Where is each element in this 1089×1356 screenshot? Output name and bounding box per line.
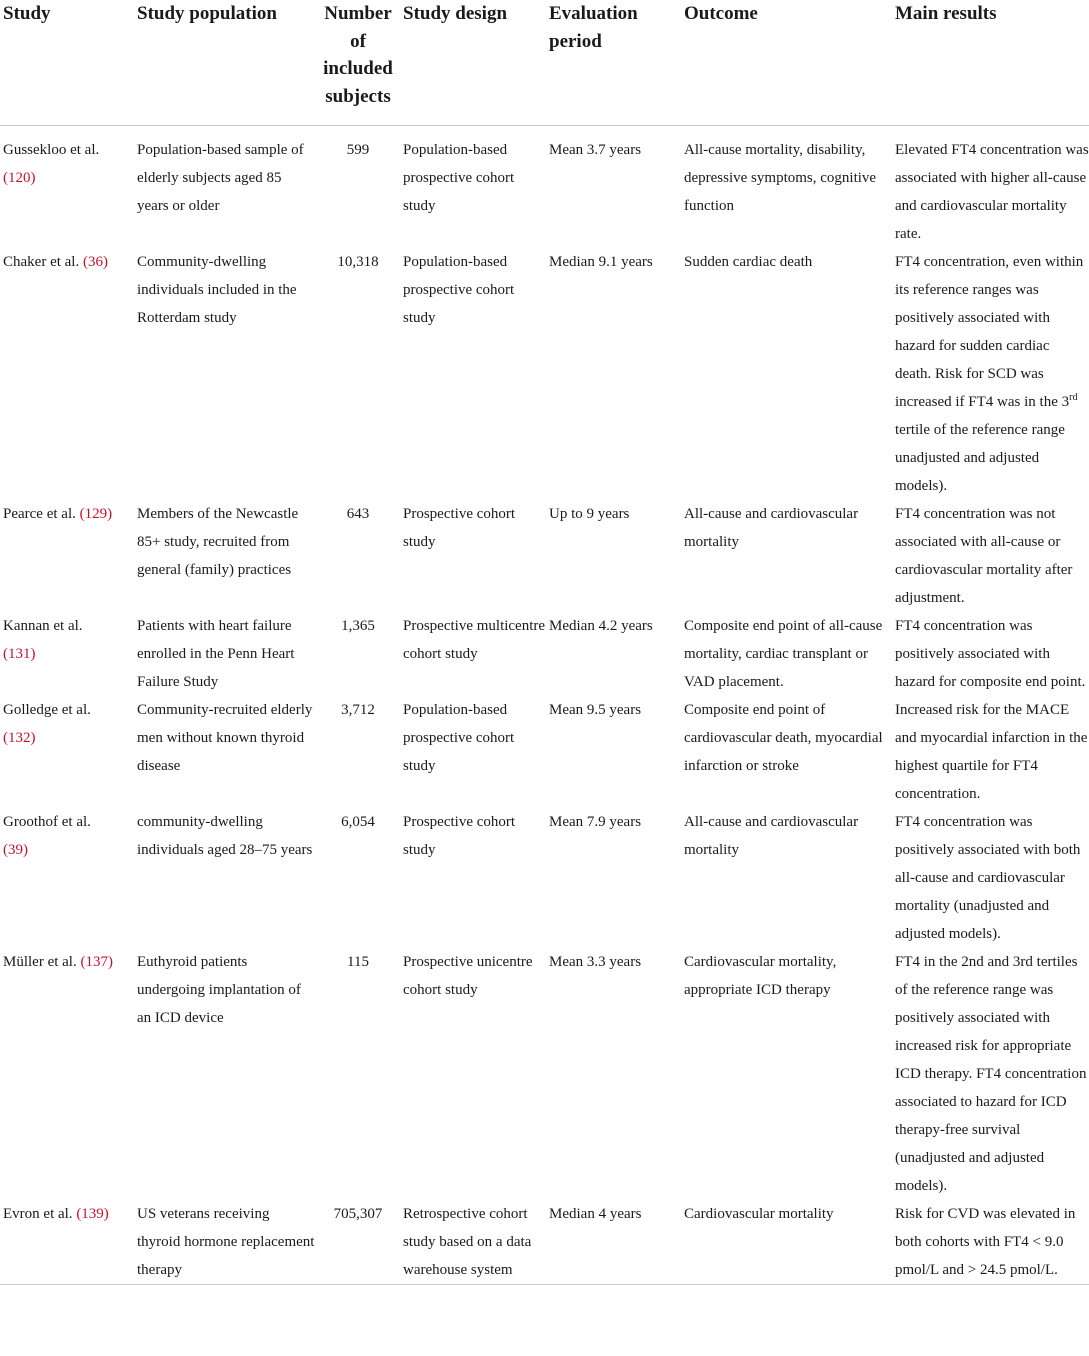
cell-period: Mean 3.7 years xyxy=(549,142,642,158)
cell-outcome: Composite end point of cardiovascular death, myocardial infarction or stroke xyxy=(684,702,883,774)
cell-outcome: All-cause and cardiovascular mortality xyxy=(684,814,859,858)
reference-link[interactable]: (137) xyxy=(80,954,113,970)
cell-design: Population-based prospective cohort study xyxy=(403,142,515,214)
reference-link[interactable]: (36) xyxy=(82,254,108,270)
header-study-population: Study population xyxy=(137,0,315,126)
reference-link[interactable]: (139) xyxy=(76,1206,109,1222)
cell-period: Up to 9 years xyxy=(549,506,630,522)
cell-design: Prospective cohort study xyxy=(403,814,516,858)
cell-outcome: All-cause mortality, disability, depressive symptoms, cognitive function xyxy=(684,142,877,214)
cell-study: Kannan et al. (131) xyxy=(3,618,83,662)
cell-study: Chaker et al. (36) xyxy=(3,254,108,270)
cell-population: community-dwelling individuals aged 28–75 years xyxy=(137,814,313,858)
header-outcome: Outcome xyxy=(684,0,895,126)
cell-results: FT4 concentration, even within its reference ranges was positively associated with hazard for sudden cardiac death. Risk for SCD was increased if FT4 was in the 3rd tertile of the reference range unadjusted and adjusted models). xyxy=(895,254,1084,494)
cell-period: Mean 7.9 years xyxy=(549,814,642,830)
cell-study: Groothof et al. (39) xyxy=(3,814,91,858)
cell-population: Community-dwelling individuals included in the Rotterdam study xyxy=(137,254,297,326)
table-row xyxy=(0,808,1089,948)
cell-outcome: Cardiovascular mortality, appropriate ICD therapy xyxy=(684,954,837,998)
reference-link[interactable]: (129) xyxy=(79,506,113,522)
table-row xyxy=(0,248,1089,500)
table-row xyxy=(0,612,1089,696)
cell-subjects: 6,054 xyxy=(341,814,375,830)
cell-results: FT4 in the 2nd and 3rd tertiles of the reference range was positively associated with increased risk for appropriate ICD therapy. FT4 concentration associated to hazard for ICD therapy-free survival (unadjusted and adjusted models). xyxy=(895,954,1087,1194)
cell-study: Gussekloo et al. (120) xyxy=(3,142,100,186)
cell-results: FT4 concentration was not associated with all-cause or cardiovascular mortality after adjustment. xyxy=(895,506,1073,606)
cell-subjects: 1,365 xyxy=(341,618,375,634)
cell-study: Golledge et al. (132) xyxy=(3,702,91,746)
table-row xyxy=(0,126,1089,249)
cell-outcome: Composite end point of all-cause mortality, cardiac transplant or VAD placement. xyxy=(684,618,883,690)
cell-population: Community-recruited elderly men without known thyroid disease xyxy=(137,702,313,774)
cell-population: Patients with heart failure enrolled in the Penn Heart Failure Study xyxy=(137,618,295,690)
cell-period: Median 9.1 years xyxy=(549,254,653,270)
cell-population: Members of the Newcastle 85+ study, recruited from general (family) practices xyxy=(137,506,299,578)
cell-study: Müller et al. (137) xyxy=(3,954,113,970)
cell-design: Prospective cohort study xyxy=(403,506,516,550)
cell-design: Population-based prospective cohort study xyxy=(403,254,515,326)
cell-study: Evron et al. (139) xyxy=(0,1200,137,1285)
header-number-of-subjects: Number of included subjects xyxy=(315,0,401,126)
cell-subjects: 643 xyxy=(346,506,370,522)
cell-subjects: 10,318 xyxy=(337,254,379,270)
cell-subjects: 705,307 xyxy=(315,1200,401,1285)
cell-design: Retrospective cohort study based on a data warehouse system xyxy=(401,1200,549,1285)
cell-population: US veterans receiving thyroid hormone replacement therapy xyxy=(137,1200,315,1285)
reference-link[interactable]: (131) xyxy=(3,646,36,662)
cell-results: Increased risk for the MACE and myocardial infarction in the highest quartile for FT4 concentration. xyxy=(895,702,1088,802)
cell-period: Mean 9.5 years xyxy=(549,702,642,718)
cell-design: Population-based prospective cohort study xyxy=(403,702,515,774)
cell-design: Prospective multicentre cohort study xyxy=(403,618,546,662)
cell-period: Median 4 years xyxy=(549,1200,684,1285)
cell-subjects: 599 xyxy=(346,142,370,158)
cell-outcome: Cardiovascular mortality xyxy=(684,1200,895,1285)
cell-subjects: 3,712 xyxy=(341,702,375,718)
cell-results: FT4 concentration was positively associated with hazard for composite end point. xyxy=(895,618,1086,690)
cell-outcome: All-cause and cardiovascular mortality xyxy=(684,506,859,550)
reference-link[interactable]: (120) xyxy=(3,170,36,186)
cell-study: Pearce et al. (129) xyxy=(3,506,113,522)
header-study-design: Study design xyxy=(401,0,549,126)
cell-subjects: 115 xyxy=(347,954,369,970)
header-main-results: Main results xyxy=(895,0,1089,126)
table-row xyxy=(0,948,1089,1200)
cell-design: Prospective unicentre cohort study xyxy=(403,954,533,998)
cell-results: Elevated FT4 concentration was associated with higher all-cause and cardiovascular mortality rate. xyxy=(895,142,1089,242)
table-header xyxy=(0,0,1089,126)
cell-period: Median 4.2 years xyxy=(549,618,653,634)
cell-population: Population-based sample of elderly subjects aged 85 years or older xyxy=(137,142,304,214)
table-row xyxy=(0,1200,1089,1285)
reference-link[interactable]: (39) xyxy=(3,842,28,858)
header-study: Study xyxy=(0,0,137,126)
cell-results: Risk for CVD was elevated in both cohorts with FT4 < 9.0 pmol/L and > 24.5 pmol/L. xyxy=(895,1200,1089,1285)
table-row xyxy=(0,500,1089,612)
reference-link[interactable]: (132) xyxy=(3,730,36,746)
table-row xyxy=(0,696,1089,808)
cell-population: Euthyroid patients undergoing implantation of an ICD device xyxy=(137,954,301,1026)
cell-results: FT4 concentration was positively associated with both all-cause and cardiovascular mortality (unadjusted and adjusted models). xyxy=(895,814,1081,942)
cell-period: Mean 3.3 years xyxy=(549,954,642,970)
cell-outcome: Sudden cardiac death xyxy=(684,254,813,270)
header-evaluation-period: Evaluation period xyxy=(549,0,684,126)
